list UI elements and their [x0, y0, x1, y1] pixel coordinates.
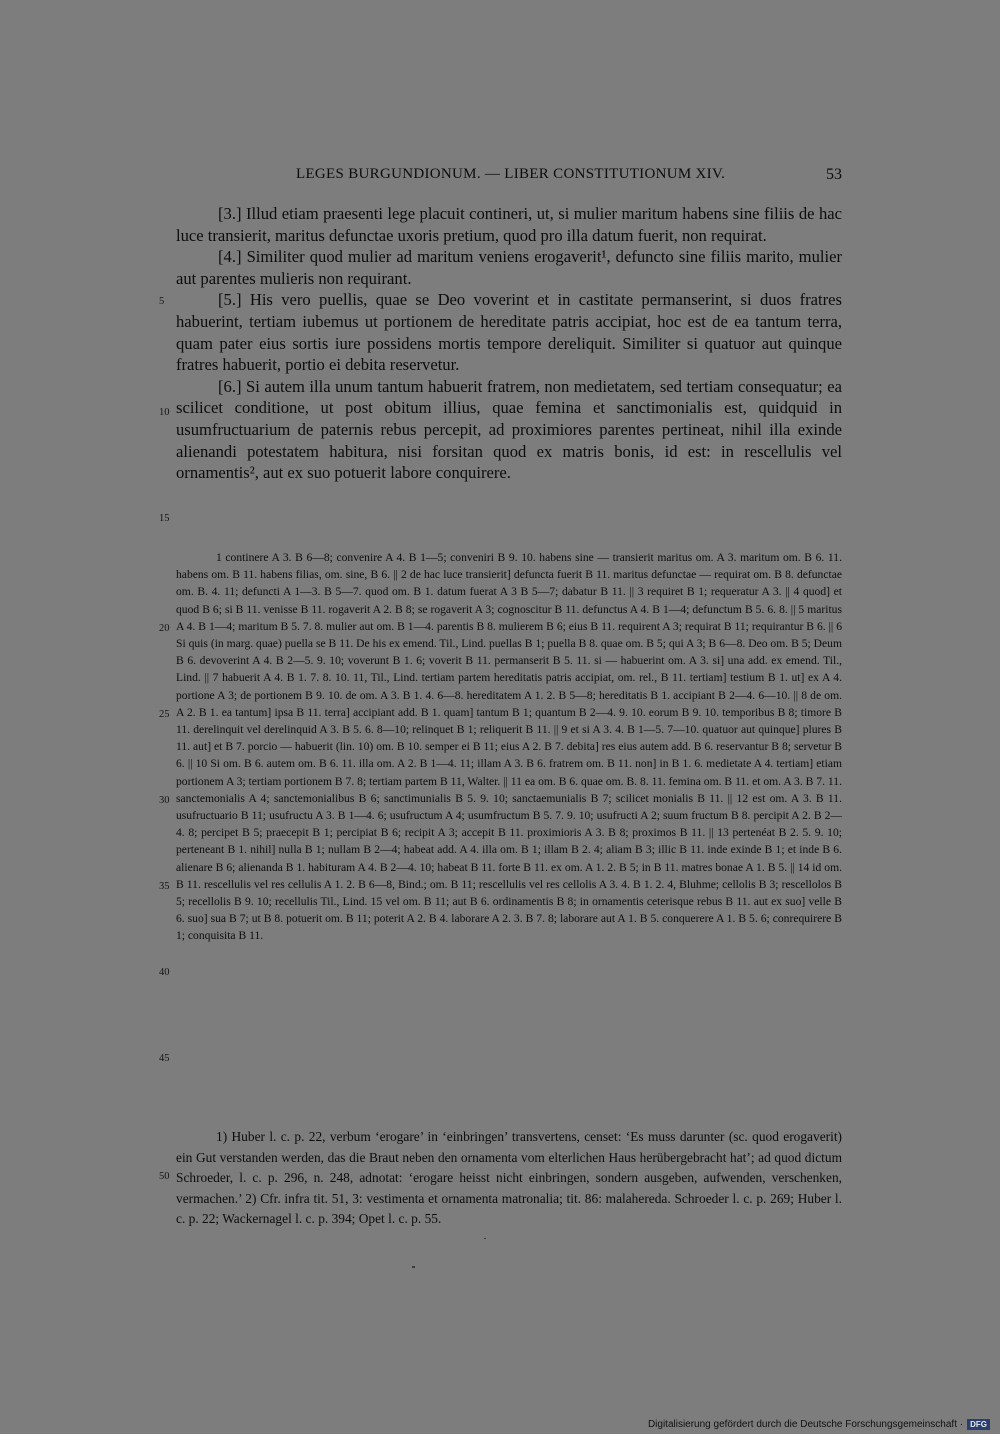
- dfg-logo: DFG: [967, 1419, 990, 1430]
- line-number: 45: [159, 1053, 170, 1064]
- line-number: 15: [159, 513, 170, 524]
- credit-text: Digitalisierung gefördert durch die Deutsche Forschungsgemeinschaft ·: [647, 1419, 964, 1430]
- main-text: [176, 203, 842, 484]
- line-number: 35: [159, 881, 170, 892]
- scan-speck: [412, 1266, 415, 1268]
- line-number: 30: [159, 795, 170, 806]
- line-numbers: [0, 0, 176, 1434]
- paragraph-3: [3.] Illud etiam praesenti lege placuit contineri, ut, si mulier maritum habens sine filiis de hac luce transierit, maritus defunctae uxoris pretium, quod pro illa datum fuerit, non requirat.: [176, 204, 842, 245]
- page-header: [176, 166, 842, 190]
- digitization-credit: [648, 1419, 990, 1430]
- line-number: 40: [159, 967, 170, 978]
- line-number: 50: [159, 1171, 170, 1182]
- line-number: 10: [159, 407, 170, 418]
- page-number: 53: [826, 166, 842, 183]
- paragraph-5: [5.] His vero puellis, quae se Deo voverint et in castitate permanserint, si duos fratres habuerint, tertiam iubemus ut portionem de hereditate patris accipiat, hoc est de ea tantum terra, quam pater eius sortis iure possidens mortis tempore dereliquit. Similiter si quatuor aut quinque fratres habuerit, portio ei debita reservetur.: [176, 290, 842, 375]
- apparatus-criticus: 1 continere A 3. B 6—8; convenire A 4. B 1—5; conveniri B 9. 10. habens sine — transierit maritus om. A 3. maritum om. B 6. 11. habens om. B 11. habens filias, om. sine, B 6. || 2 de hac luce transierit] defuncta fuerit B 11. maritus defunctae — requirat om. B 8. defunctae om. B. 4. 11; defuncti A 1—3. B 5—7. quod om. B 1. datum fuerat A 3 B 5—7; dabatur B 11. || 3 requiret B 1; requeratur A 3. || 4 quod] et quod B 6; si B 11. venisse B 11. rogaverit A 2. B 8; se rogaverit A 3; cognoscitur B 11. defunctus A 4. B 1—4; defunctum B 5. 6. 8. || 5 maritus A 4. B 1—4; maritum B 5. 7. 8. mulier aut om. B 1—4. parentis B 8. mulierem B 6; eius B 11. requirent A 3; requirat B 11; requirantur B 6. || 6 Si quis (in marg. quae) puella se B 11. De his ex emend. Til., Lind. puellas B 1; puella B 8. quae om. B 5; qui A 3; B 6—8. Deo om. B 5; Deum B 6. devoverint A 4. B 2—5. 9. 10; voverunt B 1. 6; voverit B 11. permanserit B 5. 11. si — habuerint om. A 3. si] una add. ex emend. Til., Lind. || 7 habuerit A 4. B 1. 7. 8. 10. 11, Til., Lind. tertiam partem hereditatis patris accipiat, om. rel., B 11. tertiam] testium B 1. ut] ex A 4. portione A 3; de portionem B 9. 10. de om. A 3. B 1. 4. 6—8. hereditatem A 1. 2. B 5—8; hereditatis B 1. accipiant B 2—4. 6—10. || 8 de om. A 2. B 1. ea tantum] ipsa B 11. terra] accipiant add. B 1. quam] tantum B 1; quantum B 2—4. 9. 10. eorum B 9. 10. temporibus B 8; timore B 11. derelinquit vel derelinquid A 3. B 5. 6. 8—10; relinquet B 1; reliquerit B 11. || 9 et si A 3. 4. B 1—5. 7—10. quatuor aut quinque] plures B 11. aut] et B 7. porcio — habuerit (lin. 10) om. B 10. semper ei B 11; eius A 2. B 7. debita] res eius autem add. B 6. reservantur B 8; servetur B 6. || 10 Si om. B 6. autem om. B 6. 11. illa om. A 2. B 1—4. 11; illam A 3. B 6. fratrem om. B 11. non] in B 1. 6. medietate A 4. tertiam] etiam portionem A 3; tertiam portionem B 7. 8; tertiam partem B 11, Walter. || 11 ea om. B 6. quae om. B. 8. 11. femina om. B 11. et om. A 3. B 7. 11. sanctemonialis A 4; sanctemonialibus B 6; sanctimunialis B 5. 9. 10; sanctaemunialis B 7; scilicet monialis B 11. || 12 est om. A 3. B 11. usufructuario B 11; usufructu A 3. B 1—4. 6; usufructum A 4; usumfructum B 5. 7. 9. 10; usufructi A 2; suum fructum B 8. percipit A 2. B 2—4. 8; percipet B 5; praecepit B 1; percipiat B 6; recipit A 3; accepit B 11. proximioris A 3. B 8; proximos B 11. || 13 pertenéat B 2. 5. 9. 10; perteneant B 1. nihil] nulla B 1; nullam B 2—4; habeat add. A 4. illa om. B 1; illam B 2. 4; aliam B 3; illic B 11. inde exinde B 1; et inde B 6. alienare B 6; alienanda B 1. habituram A 4. B 2—4. 10; habeat B 11. forte B 11. ex om. A 1. 2. B 5; in B 11. matres bonae A 1. B 5. || 14 id om. B 11. rescellulis vel res cellulis A 1. 2. B 6—8, Bind.; om. B 11; rescellulis vel res cellolis A 3. 4. B 1. 2. 4, Bluhme; cellolis B 3; rescellolos B 5; recellolis B 9. 10; recellulis Til., Lind. 15 vel om. B 11; aut B 6. ordinamentis B 8; in ornamentis ceterisque rebus B 11. aut ex suo] velle B 6. suo] sua B 7; ut B 8. potuerit om. B 11; poterit A 2. B 4. laborare A 2. 3. B 7. 8; laborare aut A 1. B 5. conquerere A 1. B 5. 6; conrequirere B 1; conquisita B 11.: [176, 551, 842, 943]
- paragraph-6: [6.] Si autem illa unum tantum habuerit fratrem, non medietatem, sed tertiam consequatur; ea scilicet conditione, ut post obitum illius, quae femina et sanctimonialis est, quidquid in usumfructuarium de paternis rebus percepit, ad proximiores parentes pertineat, nihil illa exinde alienandi potestatem habitura, nisi forsitan quod ex matris bonis, id est: in rescellulis vel ornamentis², aut ex suo potuerit labore conquirere.: [176, 376, 842, 483]
- line-number: 20: [159, 623, 170, 634]
- footnotes: 1) Huber l. c. p. 22, verbum ‘erogare’ in ‘einbringen’ transvertens, censet: ‘Es muss darunter (sc. quod erogaverit) ein Gut verstanden werden, das die Braut neben den ornamenta vom elterlichen Haus herübergebracht hat’; ad quod dictum Schroeder, l. c. p. 296, n. 248, adnotat: ‘erogare heisst nicht einbringen, sondern ausgeben, aufwenden, verschenken, vermachen.’ 2) Cfr. infra tit. 51, 3: vestimenta et ornamenta matronalia; tit. 86: malahereda. Schroeder l. c. p. 269; Huber l. c. p. 22; Wackernagel l. c. p. 394; Opet l. c. p. 55.: [176, 1129, 842, 1227]
- line-number: 5: [159, 296, 165, 307]
- line-number: 25: [159, 709, 170, 720]
- scan-speck: [484, 1238, 486, 1239]
- running-head: LEGES BURGUNDIONUM. — LIBER CONSTITUTIONUM XIV.: [296, 166, 726, 182]
- paragraph-4: [4.] Similiter quod mulier ad maritum veniens erogaverit¹, defuncto sine filiis marito, mulier aut parentes mulieris non requirant.: [176, 247, 842, 288]
